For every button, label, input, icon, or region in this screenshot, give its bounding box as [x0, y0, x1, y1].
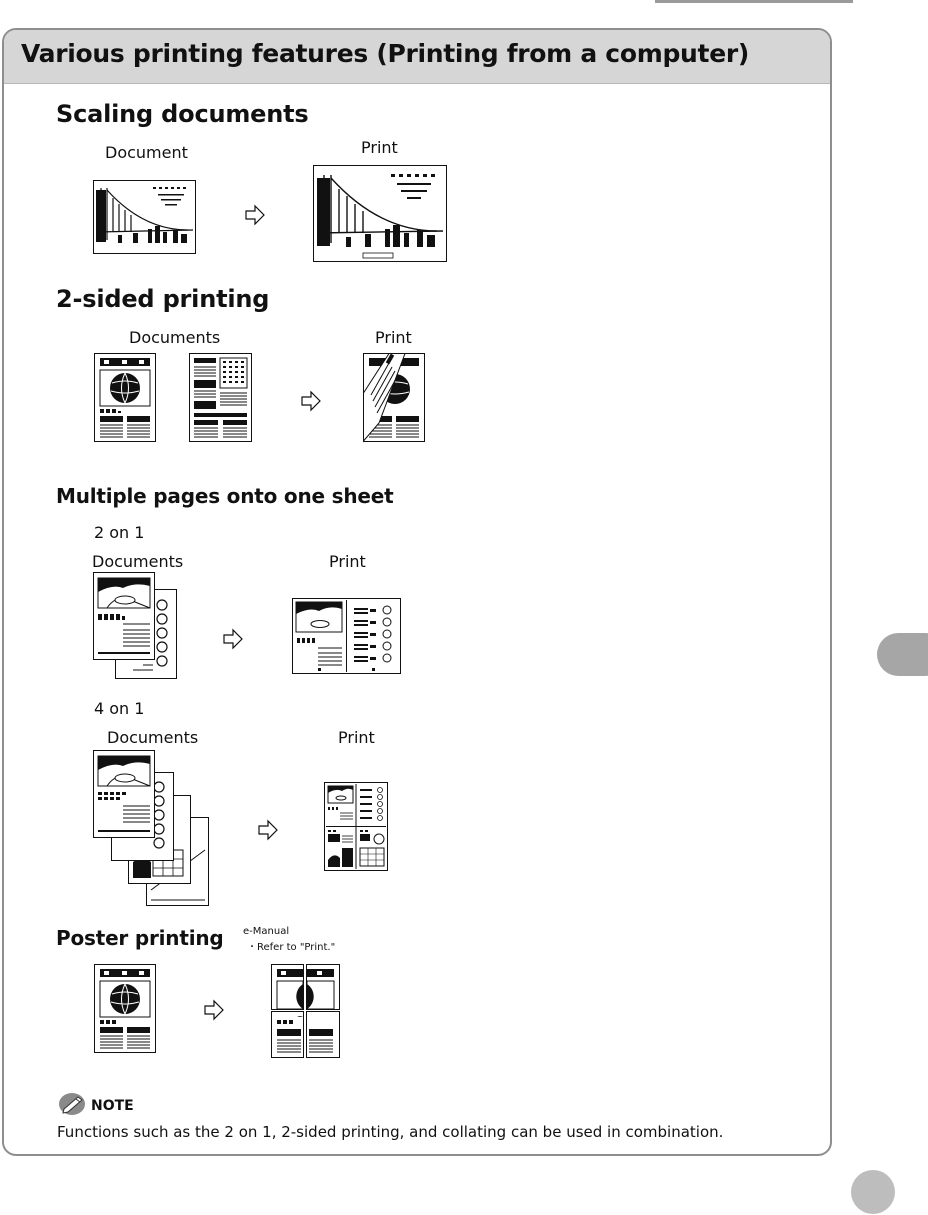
e-manual-reference-text: ・Refer to "Print." — [247, 942, 336, 953]
scaling-document-label: Document — [105, 143, 188, 162]
two-sided-heading: 2-sided printing — [56, 285, 270, 313]
scaling-print-image — [313, 165, 447, 262]
two-on-one-subheading: 2 on 1 — [94, 523, 145, 542]
right-arrow-icon — [257, 819, 279, 841]
page-number-badge — [851, 1170, 895, 1214]
four-on-one-print-label: Print — [338, 728, 375, 747]
right-arrow-icon — [203, 999, 225, 1021]
panel-header — [4, 30, 830, 84]
four-on-one-documents-label: Documents — [107, 728, 199, 747]
two-on-one-print-image — [292, 598, 401, 674]
right-arrow-icon — [244, 204, 266, 226]
note-label: NOTE — [91, 1098, 134, 1114]
pencil-note-icon — [58, 1092, 88, 1116]
two-sided-documents-label: Documents — [129, 328, 221, 347]
two-on-one-documents-image — [93, 572, 178, 680]
two-on-one-documents-label: Documents — [92, 552, 184, 571]
chapter-tab — [877, 633, 928, 676]
four-on-one-print-image — [324, 782, 388, 871]
e-manual-reference-title: e-Manual — [243, 926, 290, 937]
two-sided-print-label: Print — [375, 328, 412, 347]
scaling-document-image — [93, 180, 196, 254]
four-on-one-subheading: 4 on 1 — [94, 699, 145, 718]
multi-heading: Multiple pages onto one sheet — [56, 484, 394, 508]
two-sided-print-image — [359, 353, 425, 442]
poster-document-image — [94, 964, 156, 1053]
two-on-one-print-label: Print — [329, 552, 366, 571]
top-rule — [655, 0, 853, 3]
note-text: Functions such as the 2 on 1, 2-sided printing, and collating can be used in combination. — [57, 1123, 724, 1141]
four-on-one-documents-image — [93, 750, 211, 908]
scaling-heading: Scaling documents — [56, 100, 309, 128]
poster-heading: Poster printing — [56, 926, 224, 950]
right-arrow-icon — [300, 390, 322, 412]
scaling-print-label: Print — [361, 138, 398, 157]
poster-print-image — [271, 964, 340, 1058]
right-arrow-icon — [222, 628, 244, 650]
two-sided-document-back — [189, 353, 252, 442]
two-sided-document-front — [94, 353, 156, 442]
page-title: Various printing features (Printing from a computer) — [21, 39, 750, 68]
